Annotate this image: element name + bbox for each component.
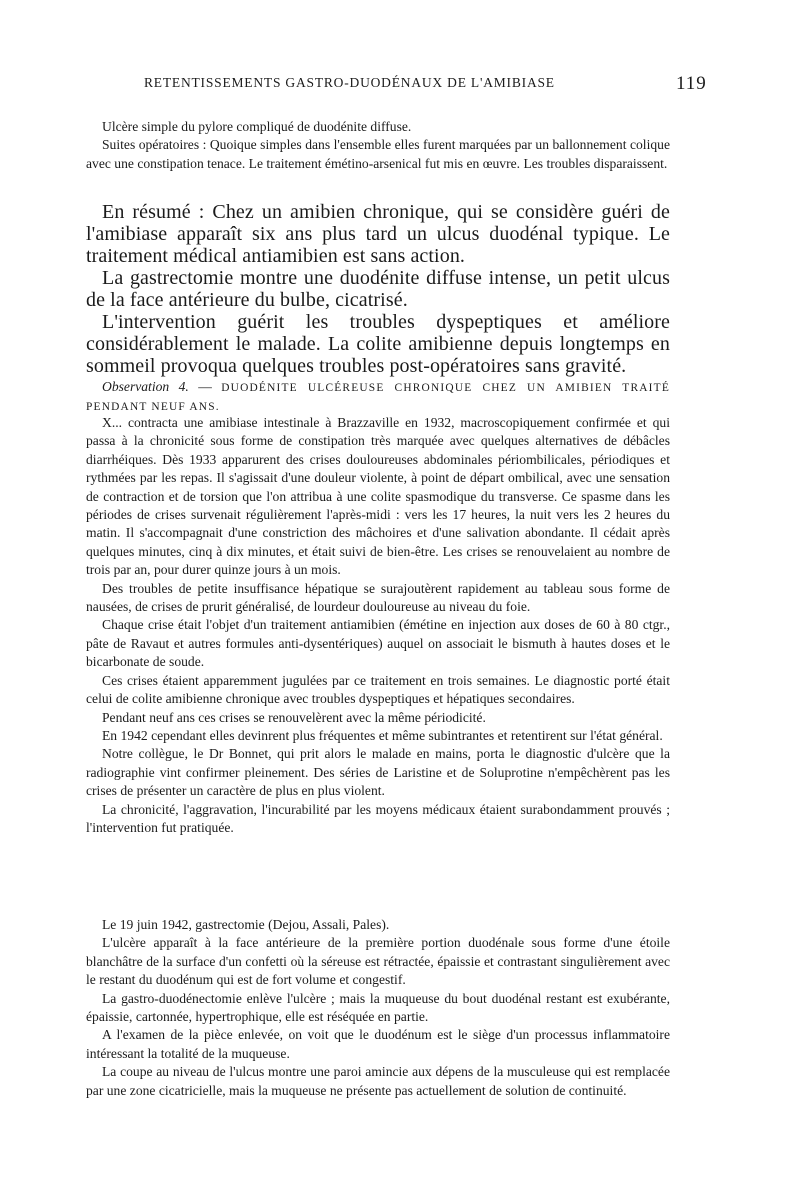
paragraph: Ces crises étaient apparemment jugulées par ce traitement en trois semaines. Le diagnostic porté était celui de colite amibienne chronique avec troubles dyspeptiques et hépatiques secondaires.	[86, 672, 670, 707]
page-number: 119	[676, 73, 707, 94]
paragraph: La chronicité, l'aggravation, l'incurabilité par les moyens médicaux étaient surabondamment prouvés ; l'intervention fut pratiquée.	[86, 801, 670, 835]
summary-paragraph: En résumé : Chez un amibien chronique, qui se considère guéri de l'amibiase apparaît six ans plus tard un ulcus duodénal typique. Le traitement médical antiamibien est sans action.	[86, 201, 670, 267]
observation-dash: —	[188, 379, 222, 394]
running-title: RETENTISSEMENTS GASTRO-DUODÉNAUX DE L'AMIBIASE	[144, 75, 555, 90]
observation-label: Observation 4.	[102, 379, 189, 394]
paragraph: X... contracta une amibiase intestinale à Brazzaville en 1932, macroscopiquement confirmée et qui passa à la chronicité sous forme de constipation très marquée avec quelques alternatives de débâcles diarrhéiques. Dès 1933 apparurent des crises douloureuses abdominales périombilicales, périodiques et rythmées par les repas. Il s'agissait d'une douleur violente, à point de départ ombilical, avec une sensation de contraction et de torsion que l'on attribua à une colite spasmodique du transverse. Ce spasme dans les périodes de crises survenait régulièrement l'après-midi : vers les 17 heures, la nuit vers les 2 heures du matin. Il s'accompagnait d'une constriction des mâchoires et d'une salivation abondante. Il cédait après quelques minutes, cinq à dix minutes, et était suivi de bien-être. Les crises se renouvelaient au nombre de trois par an, pour durer quinze jours à un mois.	[86, 415, 670, 578]
paragraph: Pendant neuf ans ces crises se renouvelèrent avec la même périodicité.	[102, 709, 486, 725]
paragraph: Suites opératoires : Quoique simples dans l'ensemble elles furent marquées par un ballonnement colique avec une constipation tenace. Le traitement émétino-arsenical fut mis en œuvre. Les troubles disparaissent.	[86, 137, 670, 171]
paragraph: Chaque crise était l'objet d'un traitement antiamibien (émétine en injection aux doses de 60 à 80 ctgr., pâte de Ravaut et autres formules anti-dysentériques) auquel on associait le bismuth à hautes doses et le bicarbonate de soude.	[86, 617, 670, 670]
paragraph: La gastro-duodénectomie enlève l'ulcère ; mais la muqueuse du bout duodénal restant est exubérante, épaissie, cartonnée, hypertrophique, elle est réséquée en partie.	[86, 990, 670, 1025]
paragraph: Notre collègue, le Dr Bonnet, qui prit alors le malade en mains, porta le diagnostic d'ulcère que la radiographie vint confirmer pleinement. Des séries de Laristine et de Soluprotine n'empêchèrent pas les crises de présenter un caractère de plus en plus violent.	[86, 746, 670, 799]
paragraph: A l'examen de la pièce enlevée, on voit que le duodénum est le siège d'un processus inflammatoire intéressant la totalité de la muqueuse.	[86, 1027, 670, 1061]
paragraph: Ulcère simple du pylore compliqué de duodénite diffuse.	[102, 119, 412, 134]
intro-block	[86, 118, 670, 173]
summary-paragraph: L'intervention guérit les troubles dyspeptiques et améliore considérablement le malade. La colite amibienne depuis longtemps en sommeil provoqua quelques troubles post-opératoires sans gravité.	[86, 311, 670, 377]
summary-paragraph: La gastrectomie montre une duodénite diffuse intense, un petit ulcus de la face antérieure du bulbe, cicatrisé.	[86, 267, 670, 311]
paragraph: La coupe au niveau de l'ulcus montre une paroi amincie aux dépens de la musculeuse qui est remplacée par une zone cicatricielle, mais la muqueuse ne présente pas actuellement de solution de continuité.	[86, 1064, 670, 1098]
case-body	[86, 414, 670, 837]
observation-title: DUODÉNITE ULCÉREUSE CHRONIQUE CHEZ UN AMIBIEN TRAITÉ PENDANT NEUF ANS.	[86, 382, 670, 413]
paragraph: Le 19 juin 1942, gastrectomie (Dejou, Assali, Pales).	[102, 917, 390, 932]
paragraph: Des troubles de petite insuffisance hépatique se surajoutèrent rapidement au tableau sous forme de nausées, de crises de prurit généralisé, de lourdeur douloureuse au niveau du foie.	[86, 580, 670, 615]
observation-heading	[86, 378, 670, 416]
paragraph: En 1942 cependant elles devinrent plus fréquentes et même subintrantes et retentirent sur l'état général.	[102, 727, 663, 743]
paragraph: L'ulcère apparaît à la face antérieure de la première portion duodénale sous forme d'une étoile blanchâtre de la surface d'un confetti où la séreuse est rétractée, épaissie et contrastant singulièrement avec le restant du duodénum qui est de fort volume et congestif.	[86, 935, 670, 988]
surgery-body	[86, 916, 670, 1100]
summary-block	[86, 201, 670, 377]
